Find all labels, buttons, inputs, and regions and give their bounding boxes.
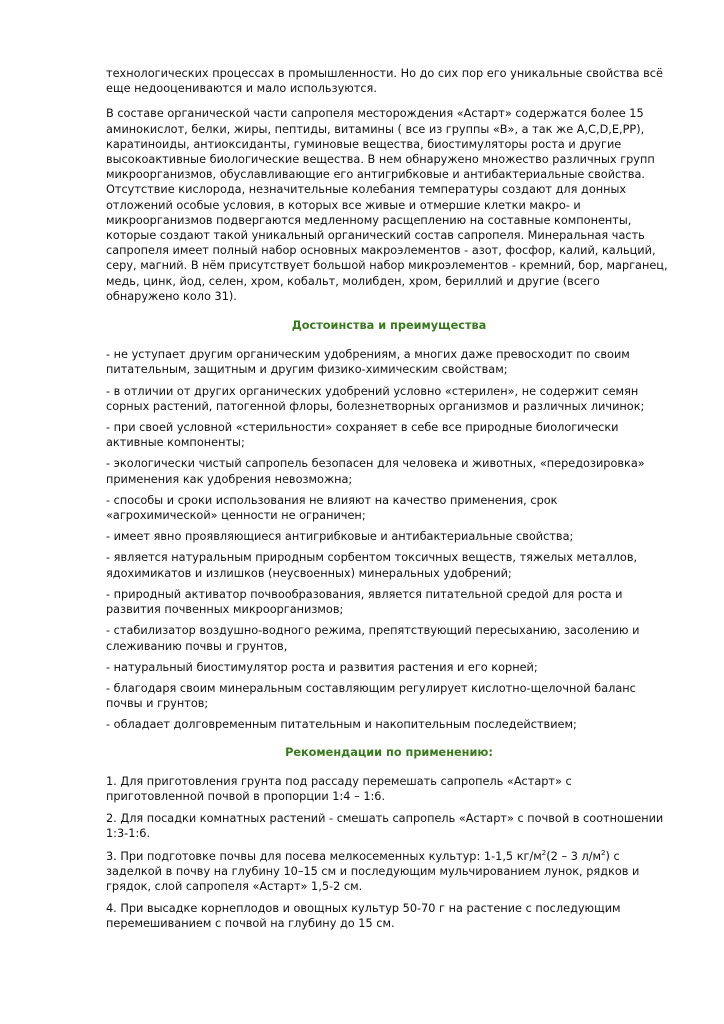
list-item: - является натуральным природным сорбентом токсичных веществ, тяжелых металлов, ядохимикатов и излишков (неусвоенных) минеральных удобрений; <box>106 551 638 580</box>
list-item: - обладает долговременным питательным и накопительным последействием; <box>106 718 577 732</box>
recommendation-item-1: 1. Для приготовления грунта под рассаду перемешать сапропель «Астарт» с приготовленной почвой в пропорции 1:4 – 1:6. <box>106 774 572 803</box>
rec3-text-1: 3. При подготовке почвы для посева мелкосеменных культур: 1-1,5 кг/м <box>106 849 542 863</box>
recommendation-item-2: 2. Для посадки комнатных растений - смешать сапропель «Астарт» с почвой в соотношении 1:3-1:6. <box>106 812 664 841</box>
rec3-text-3: ) с заделкой в почву на глубину 10–15 см и последующим мульчированием лунок, рядков и грядок, слой сапропеля «Астарт» 1,5-2 см. <box>106 849 640 893</box>
rec3-superscript-2: 2 <box>601 848 606 857</box>
rec3-text-2: (2 – 3 л/м <box>546 849 602 863</box>
list-item: - натуральный биостимулятор роста и развития растения и его корней; <box>106 660 538 674</box>
intro-paragraph: технологических процессах в промышленности. Но до сих пор его уникальные свойства всё еще недооцениваются и мало используются. <box>106 67 663 96</box>
list-item: - имеет явно проявляющиеся антигрибковые и антибактериальные свойства; <box>106 530 574 544</box>
recommendation-item-3 <box>106 849 672 895</box>
advantages-list <box>106 347 672 732</box>
recommendations-heading: Рекомендации по применению: <box>285 745 493 759</box>
list-item: - при своей условной «стерильности» сохраняет в себе все природные биологически активные компоненты; <box>106 421 619 450</box>
list-item: - экологически чистый сапропель безопасен для человека и животных, «передозировка» применения как удобрения невозможна; <box>106 457 645 486</box>
list-item: - не уступает другим органическим удобрениям, а многих даже превосходит по своим питательным, защитным и другим физико-химическим свойствам; <box>106 348 630 377</box>
list-item: - благодаря своим минеральным составляющим регулирует кислотно-щелочной баланс почвы и грунтов; <box>106 681 636 711</box>
document-body <box>106 66 672 939</box>
advantages-heading: Достоинства и преимущества <box>291 319 487 333</box>
composition-paragraph: В составе органической части сапропеля месторождения «Астарт» содержатся более 15 аминокислот, белки, жиры, пептиды, витамины ( все из группы «В», а так же А,С,D,E,PP), каратиноиды, антиоксиданты, гуминовые вещества, биостимуляторы роста и другие высокоактивные биологические вещества. В нем обнаружено множество различных групп микроорганизмов, обуславливающие его антигрибковые и антибактериальные свойства. Отсутствие кислорода, незначительные колебания температуры создают для донных отложений особые условия, в которых все живые и отмершие клетки макро- и микроорганизмов подвергаются медленному расщеплению на составные компоненты, которые создают такой уникальный органический состав сапропеля. Минеральная часть сапропеля имеет полный набор основных макроэлементов - азот, фосфор, калий, кальций, серу, магний. В нём присутствует большой набор микроэлементов - кремний, бор, марганец, медь, цинк, йод, селен, хром, кобальт, молибден, хром, бериллий и другие (всего обнаружено коло 31). <box>106 107 668 303</box>
recommendations-list <box>106 774 672 932</box>
rec3-superscript-1: 2 <box>541 848 547 857</box>
list-item: - стабилизатор воздушно-водного режима, препятствующий пересыханию, засолению и слеживанию почвы и грунтов, <box>106 624 640 653</box>
list-item: - способы и сроки использования не влияют на качество применения, срок «агрохимической» ценности не ограничен; <box>106 493 558 523</box>
list-item: - природный активатор почвообразования, является питательной средой для роста и развития почвенных микроорганизмов; <box>106 587 623 617</box>
recommendation-item-4: 4. При высадке корнеплодов и овощных культур 50-70 г на растение с последующим перемешиванием с почвой на глубину до 15 см. <box>106 902 621 931</box>
list-item: - в отличии от других органических удобрений условно «стерилен», не содержит семян сорных растений, патогенной флоры, болезнетворных организмов и различных личинок; <box>106 384 645 413</box>
